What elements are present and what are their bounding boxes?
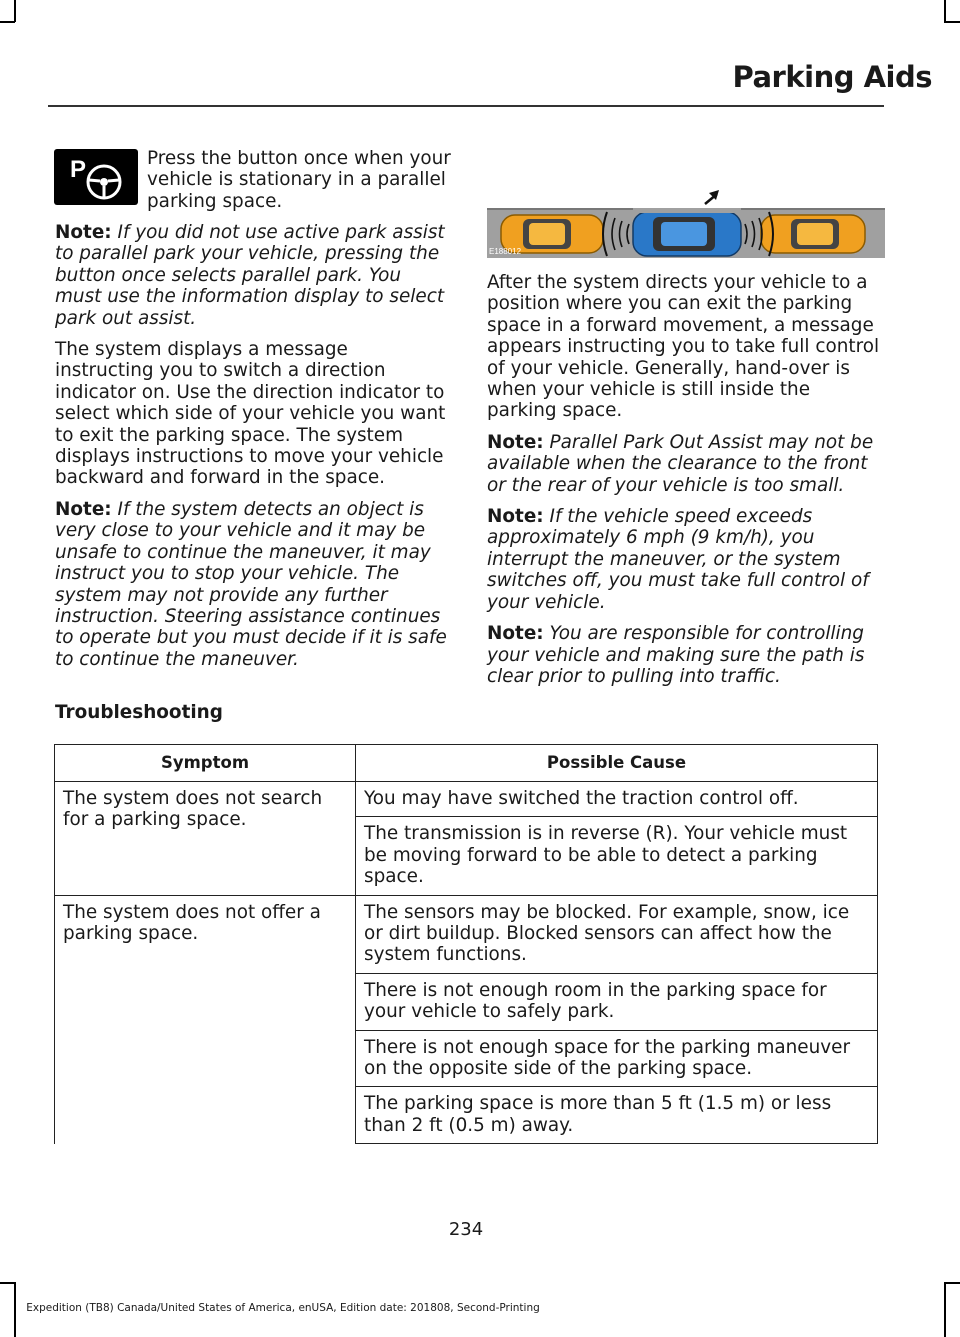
cause-cell: The transmission is in reverse (R). Your vehicle must be moving forward to be able to detect a parking space. xyxy=(356,817,878,895)
table-row xyxy=(55,895,878,973)
crop-mark xyxy=(944,0,946,22)
note-label: Note: xyxy=(55,498,112,520)
right-column xyxy=(487,272,881,697)
crop-mark xyxy=(944,21,960,23)
steering-wheel-p-icon xyxy=(54,149,138,205)
column-header-cause: Possible Cause xyxy=(356,745,878,782)
crop-mark xyxy=(0,1282,15,1284)
table-row xyxy=(55,782,878,817)
column-header-symptom: Symptom xyxy=(55,745,356,782)
intro-text: Press the button once when your vehicle is stationary in a parallel parking space. xyxy=(147,148,451,212)
figure-code: E188012 xyxy=(489,247,522,256)
note-label: Note: xyxy=(487,506,544,528)
note-text: If the system detects an object is very close to your vehicle and it may be unsafe to continue the maneuver, it may instruct you to stop your vehicle. The system may not provide any further instruction. Steering assistance continues to operate but you must decide if it is safe to continue the maneuver. xyxy=(55,498,447,670)
crop-mark xyxy=(944,1282,946,1337)
svg-text:P: P xyxy=(70,156,87,183)
left-column xyxy=(55,222,448,680)
note xyxy=(487,432,881,496)
body-paragraph: After the system directs your vehicle to a position where you can exit the parking space in a forward movement, a message appears instructing you to take full control of your vehicle. Generally, hand-over is when your vehicle is still inside the parking space. xyxy=(487,272,880,422)
symptom-cell: The system does not offer a parking space. xyxy=(55,895,356,1144)
crop-mark xyxy=(14,0,16,22)
note-label: Note: xyxy=(487,623,544,645)
note xyxy=(487,506,881,613)
park-out-illustration xyxy=(487,188,885,260)
note-text: If the vehicle speed exceeds approximately 6 mph (9 km/h), you interrupt the maneuver, or the system switches off, you must take full control of your vehicle. xyxy=(487,506,869,613)
cause-cell: There is not enough space for the parking maneuver on the opposite side of the parking space. xyxy=(356,1030,878,1087)
page-number: 234 xyxy=(448,1219,484,1240)
note xyxy=(487,623,881,687)
cause-cell: The parking space is more than 5 ft (1.5 m) or less than 2 ft (0.5 m) away. xyxy=(356,1087,878,1144)
body-paragraph: The system displays a message instructing you to switch a direction indicator on. Use the direction indicator to select which side of your vehicle you want to exit the parking space. The system displays instructions to move your vehicle backward and forward in the space. xyxy=(55,339,446,489)
crop-mark xyxy=(0,21,15,23)
header-divider xyxy=(48,105,884,107)
troubleshooting-table xyxy=(54,744,878,1144)
note xyxy=(55,499,448,670)
exit-direction-arrow-icon xyxy=(705,190,719,204)
page-title: Parking Aids xyxy=(732,60,932,94)
note-label: Note: xyxy=(55,222,112,243)
note xyxy=(55,222,448,329)
park-assist-button-icon xyxy=(54,149,138,205)
note-text: If you did not use active park assist to parallel park your vehicle, pressing the button once selects parallel park. You must use the information display to select park out assist. xyxy=(55,222,445,329)
note-text: Parallel Park Out Assist may not be available when the clearance to the front or the rear of your vehicle is too small. xyxy=(487,431,874,496)
note-text: You are responsible for controlling your vehicle and making sure the path is clear prior to pulling into traffic. xyxy=(487,623,865,687)
vehicle-exit-diagram xyxy=(487,188,885,260)
symptom-cell: The system does not search for a parking space. xyxy=(55,782,356,896)
exiting-vehicle xyxy=(633,208,741,256)
section-heading: Troubleshooting xyxy=(55,702,223,723)
cause-cell: You may have switched the traction control off. xyxy=(356,782,878,817)
cause-cell: There is not enough room in the parking space for your vehicle to safely park. xyxy=(356,973,878,1030)
footer-text: Expedition (TB8) Canada/United States of America, enUSA, Edition date: 201808, Second-Printing xyxy=(26,1302,540,1314)
cause-cell: The sensors may be blocked. For example, snow, ice or dirt buildup. Blocked sensors can affect how the system functions. xyxy=(356,895,878,973)
parked-car-front xyxy=(761,215,865,253)
table-header-row xyxy=(55,745,878,782)
note-label: Note: xyxy=(487,431,544,453)
crop-mark xyxy=(944,1282,960,1284)
